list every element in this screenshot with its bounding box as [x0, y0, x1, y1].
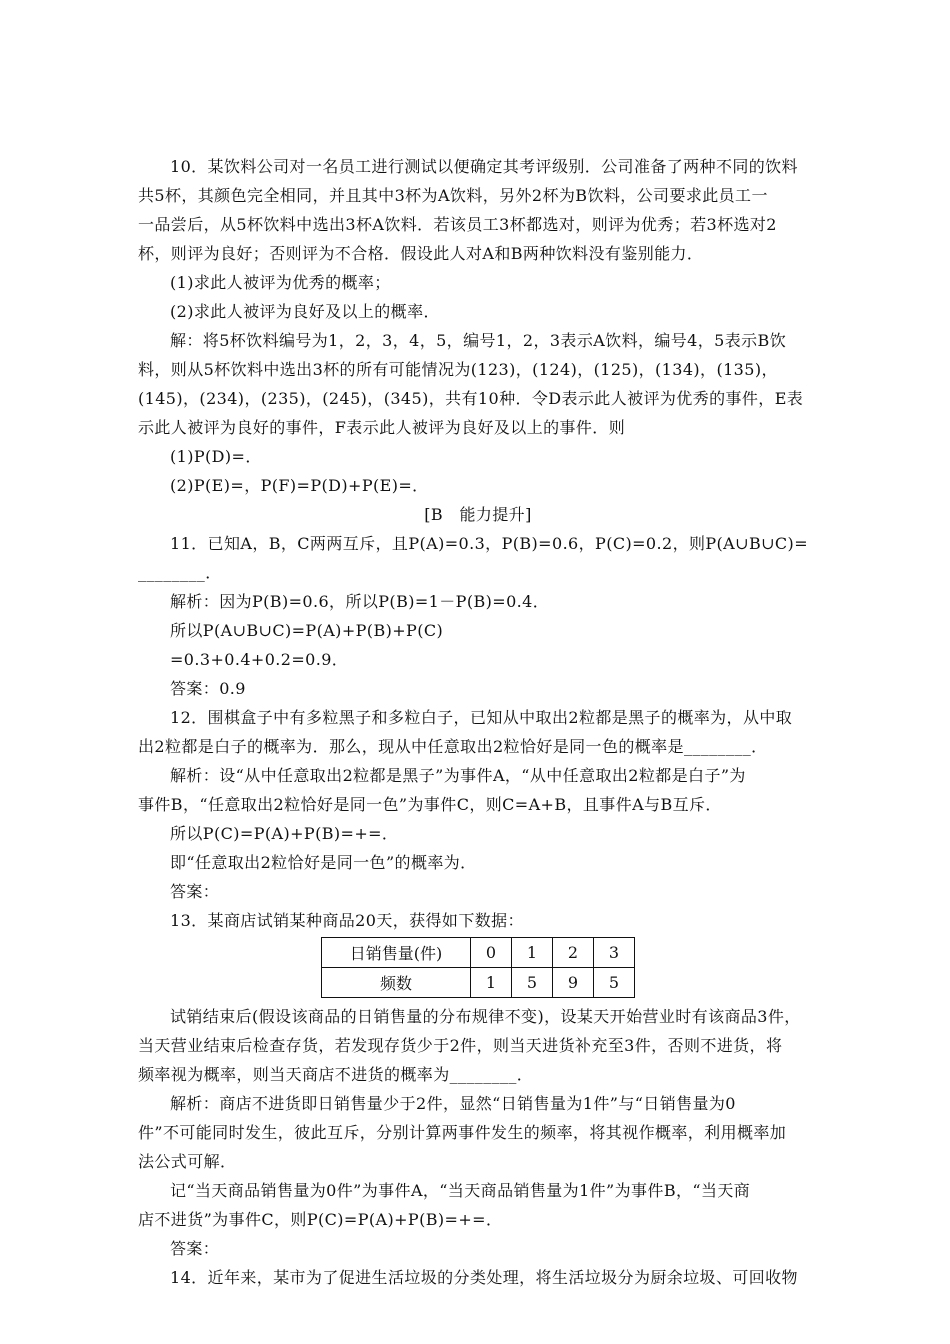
text-line: 店不进货”为事件C，则P(C)=P(A)+P(B)=+=．: [138, 1210, 503, 1229]
text-line: 答案：: [170, 882, 220, 901]
text-line: 出2粒都是白子的概率为．那么，现从中任意取出2粒恰好是同一色的概率是________．: [138, 737, 768, 756]
text-line: 解析：商店不进货即日销售量少于2件，显然“日销售量为1件”与“日销售量为0: [170, 1094, 736, 1113]
text-line: 所以P(A∪B∪C)=P(A)+P(B)+P(C): [170, 621, 444, 640]
text-line: 解析：设“从中任意取出2粒都是黑子”为事件A，“从中任意取出2粒都是白子”为: [170, 766, 746, 785]
text-line: 件”不可能同时发生，彼此互斥，分别计算两事件发生的频率，将其视作概率，利用概率加: [138, 1123, 787, 1142]
sales-frequency-table: [321, 937, 635, 998]
text-line: 示此人被评为良好的事件，F表示此人被评为良好及以上的事件．则: [138, 418, 626, 437]
text-line: 所以P(C)=P(A)+P(B)=+=．: [170, 824, 399, 843]
text-line: 答案：: [170, 1239, 220, 1258]
text-line: 共5杯，其颜色完全相同，并且其中3杯为A饮料，另外2杯为B饮料，公司要求此员工一: [138, 186, 768, 205]
text-line: (145)，(234)，(235)，(245)，(345)，共有10种．令D表示此人被评为优秀的事件，E表: [138, 389, 804, 408]
text-line: 频率视为概率，则当天商店不进货的概率为________．: [138, 1065, 534, 1084]
text-line: =0.3+0.4+0.2=0.9．: [170, 650, 349, 669]
text-line: 答案：0.9: [170, 679, 246, 698]
table-cell: 9: [553, 968, 594, 998]
text-line: 12．围棋盒子中有多粒黑子和多粒白子，已知从中取出2粒都是黑子的概率为，从中取: [170, 708, 793, 727]
text-line: 13．某商店试销某种商品20天，获得如下数据：: [170, 911, 524, 930]
table-cell: 5: [594, 968, 635, 998]
text-line: 记“当天商品销售量为0件”为事件A，“当天商品销售量为1件”为事件B，“当天商: [170, 1181, 751, 1200]
text-line: (1)P(D)=．: [170, 447, 262, 466]
text-line: 杯，则评为良好；否则评为不合格．假设此人对A和B两种饮料没有鉴别能力．: [138, 244, 704, 263]
table-cell: 3: [594, 938, 635, 968]
text-line: 10．某饮料公司对一名员工进行测试以便确定其考评级别．公司准备了两种不同的饮料: [170, 157, 798, 176]
table-header-cell: 频数: [322, 968, 471, 998]
text-line: 11．已知A，B，C两两互斥，且P(A)=0.3，P(B)=0.6，P(C)=0.2，则P(A∪B∪C)=: [170, 534, 808, 553]
table-cell: 1: [512, 938, 553, 968]
text-line: 事件B，“任意取出2粒恰好是同一色”为事件C，则C=A+B，且事件A与B互斥．: [138, 795, 722, 814]
text-block-after-table: [138, 1002, 818, 1292]
text-line: 当天营业结束后检查存货，若发现存货少于2件，则当天进货补充至3件，否则不进货，将: [138, 1036, 783, 1055]
text-line: (2)求此人被评为良好及以上的概率．: [170, 302, 440, 321]
table-row: [322, 938, 635, 968]
document-body: [138, 152, 818, 1292]
text-line: 料，则从5杯饮料中选出3杯的所有可能情况为(123)，(124)，(125)，(134)，(135)，: [138, 360, 778, 379]
text-line: 即“任意取出2粒恰好是同一色”的概率为．: [170, 853, 477, 872]
text-line: (2)P(E)=，P(F)=P(D)+P(E)=．: [170, 476, 429, 495]
text-line: (1)求此人被评为优秀的概率；: [170, 273, 391, 292]
text-line: [B 能力提升]: [424, 505, 532, 524]
text-line: 14．近年来，某市为了促进生活垃圾的分类处理，将生活垃圾分为厨余垃圾、可回收物: [170, 1268, 798, 1287]
text-line: 解：将5杯饮料编号为1，2，3，4，5，编号1，2，3表示A饮料，编号4，5表示B饮: [170, 331, 787, 350]
table-cell: 5: [512, 968, 553, 998]
table-cell: 0: [471, 938, 512, 968]
text-line: ________．: [138, 563, 222, 582]
text-line: 试销结束后(假设该商品的日销售量的分布规律不变)，设某天开始营业时有该商品3件，: [170, 1007, 801, 1026]
text-line: 一品尝后，从5杯饮料中选出3杯A饮料．若该员工3杯都选对，则评为优秀；若3杯选对2: [138, 215, 777, 234]
text-line: 解析：因为P(B)=0.6，所以P(B)=1－P(B)=0.4．: [170, 592, 550, 611]
text-block-before-table: [138, 152, 818, 935]
text-line: 法公式可解．: [138, 1152, 237, 1171]
table-header-cell: 日销售量(件): [322, 938, 471, 968]
table-row: [322, 968, 635, 998]
sales-table-wrapper: [138, 937, 818, 998]
table-cell: 1: [471, 968, 512, 998]
table-cell: 2: [553, 938, 594, 968]
